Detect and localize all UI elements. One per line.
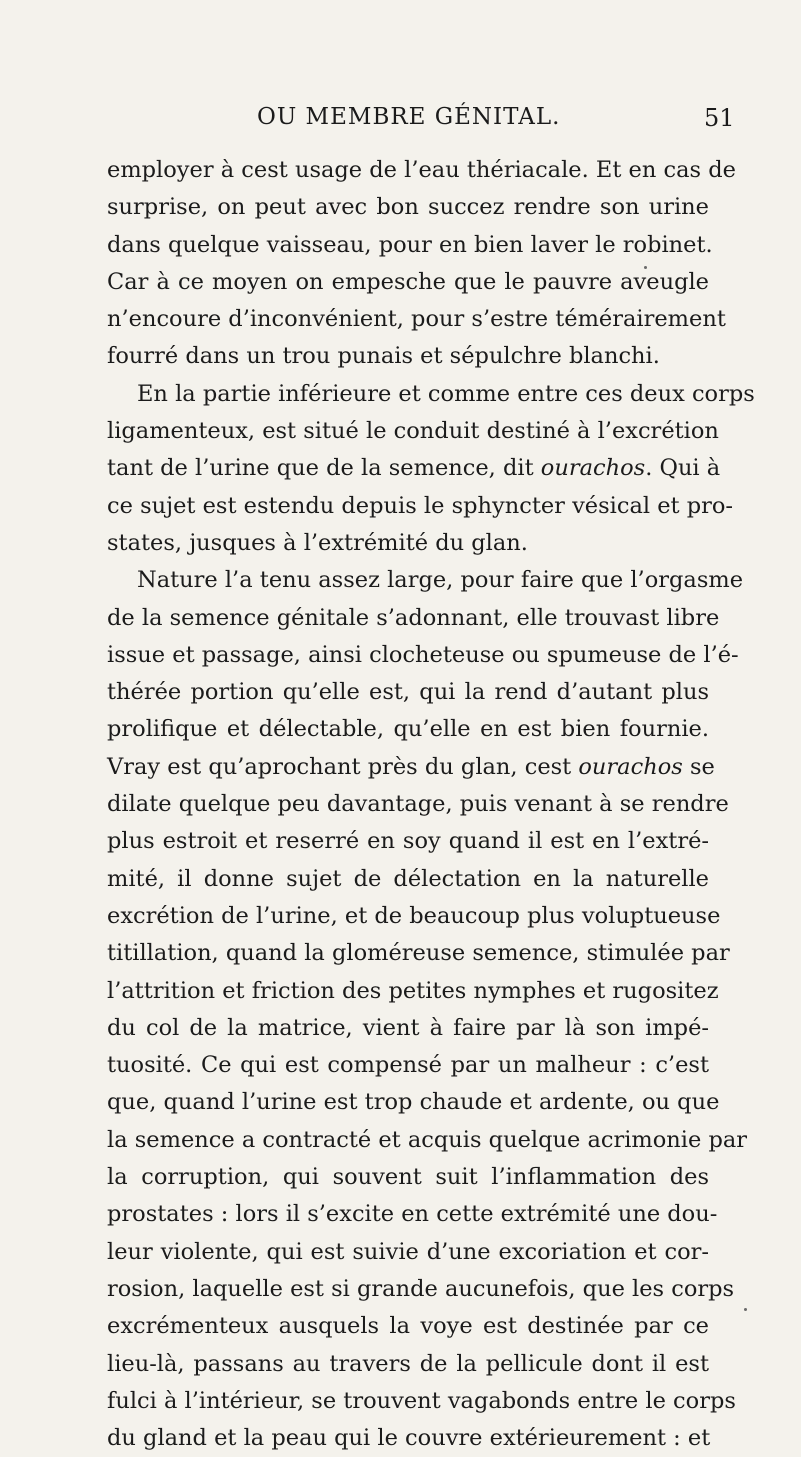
text-line: thérée portion qu’elle est, qui la rend d’autant plus — [107, 679, 709, 706]
text-line: du gland et la peau qui le couvre extérieurement : et — [107, 1425, 711, 1452]
text-line: leur violente, qui est suivie d’une excoriation et cor- — [107, 1238, 709, 1265]
text-line: excrétion de l’urine, et de beaucoup plus voluptueuse — [107, 902, 721, 929]
text-line: issue et passage, ainsi clocheteuse ou spumeuse de l’é- — [107, 641, 739, 668]
text-line: Vray est qu’aprochant près du glan, cest ourachos se — [107, 753, 715, 780]
text-line: l’attrition et friction des petites nymphes et rugositez — [107, 977, 719, 1004]
text-line: tuosité. Ce qui est compensé par un malheur : c’est — [107, 1052, 709, 1079]
paper-speck — [744, 1308, 747, 1311]
page-number: 51 — [704, 104, 735, 132]
text-line: que, quand l’urine est trop chaude et ardente, ou que — [107, 1089, 720, 1116]
text-line: n’encoure d’inconvénient, pour s’estre témérairement — [107, 306, 726, 333]
text-line: ligamenteux, est situé le conduit destiné à l’excrétion — [107, 418, 719, 445]
italic-term: ourachos — [578, 753, 683, 780]
text-line: la semence a contracté et acquis quelque acrimonie par — [107, 1126, 748, 1153]
text-line: En la partie inférieure et comme entre ces deux corps — [137, 380, 755, 407]
text-line: lieu-là, passans au travers de la pellicule dont il est — [107, 1350, 709, 1377]
paper-speck — [644, 266, 647, 269]
text-line: fourré dans un trou punais et sépulchre blanchi. — [107, 343, 660, 370]
text-line: dilate quelque peu davantage, puis venant à se rendre — [107, 791, 729, 818]
text-line: Car à ce moyen on empesche que le pauvre aveugle — [107, 268, 709, 295]
running-head-title: OU MEMBRE GÉNITAL. — [257, 104, 561, 130]
text-line: ce sujet est estendu depuis le sphyncter vésical et pro- — [107, 492, 734, 519]
text-line: mité, il donne sujet de délectation en la naturelle — [107, 865, 709, 892]
text-line: titillation, quand la gloméreuse semence, stimulée par — [107, 940, 730, 967]
text-line: tant de l’urine que de la semence, dit ourachos. Qui à — [107, 455, 721, 482]
text-line: plus estroit et reserré en soy quand il est en l’extré- — [107, 828, 709, 855]
text-line: dans quelque vaisseau, pour en bien laver le robinet. — [107, 231, 713, 258]
text-line: employer à cest usage de l’eau thériacale. Et en cas de — [107, 157, 736, 183]
italic-term: ourachos — [540, 455, 646, 482]
text-line: fulci à l’intérieur, se trouvent vagabonds entre le corps — [107, 1387, 736, 1414]
running-head — [0, 104, 801, 140]
text-line: Nature l’a tenu assez large, pour faire que l’orgasme — [137, 567, 744, 594]
text-line: surprise, on peut avec bon succez rendre son urine — [107, 194, 709, 221]
text-line: excrémenteux ausquels la voye est destinée par ce — [107, 1313, 709, 1340]
text-line: prostates : lors il s’excite en cette extrémité une dou- — [107, 1201, 718, 1228]
text-line: de la semence génitale s’adonnant, elle trouvast libre — [107, 604, 720, 631]
body-text — [107, 152, 755, 1457]
text-line: la corruption, qui souvent suit l’inflammation des — [107, 1164, 709, 1191]
text-line: du col de la matrice, vient à faire par là son impé- — [107, 1014, 709, 1041]
text-line: states, jusques à l’extrémité du glan. — [107, 529, 528, 556]
text-line: prolifique et délectable, qu’elle en est bien fournie. — [107, 716, 709, 743]
text-line: rosion, laquelle est si grande aucunefois, que les corps — [107, 1275, 735, 1302]
